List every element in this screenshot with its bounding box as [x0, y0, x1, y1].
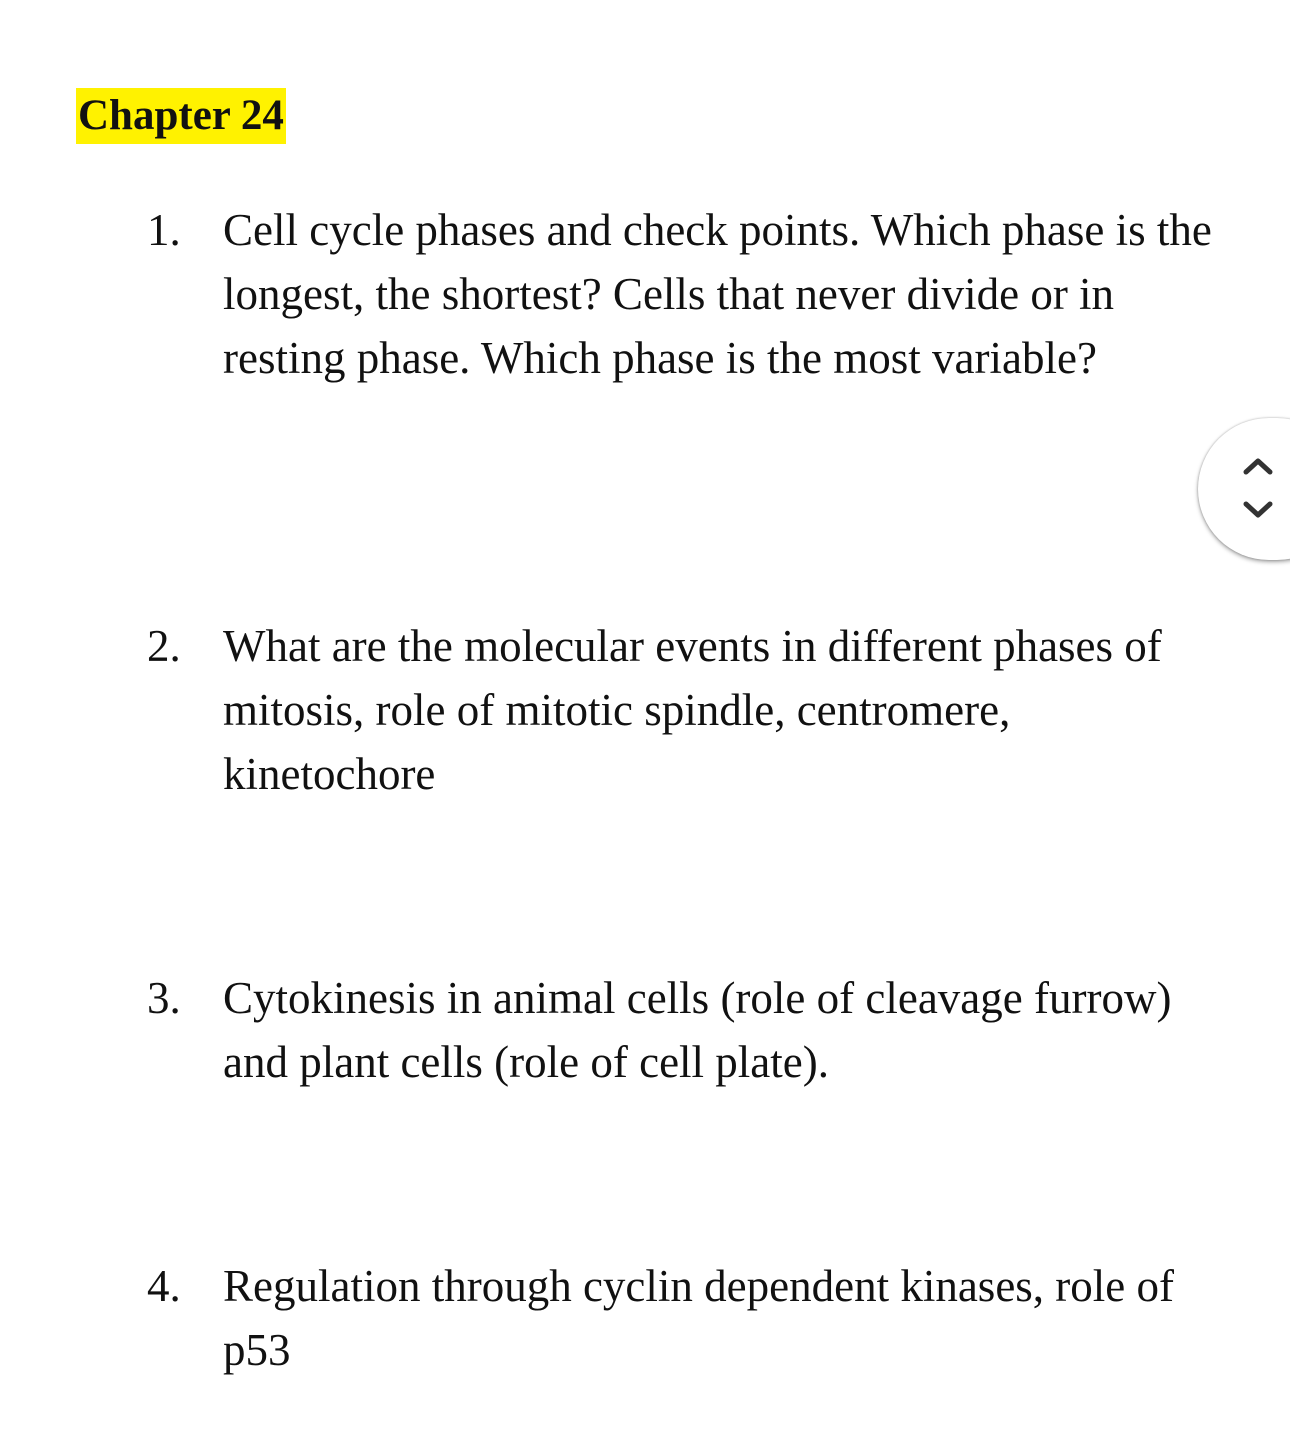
search-result-navigator — [1198, 418, 1290, 560]
question-number: 3. — [147, 973, 181, 1023]
question-text: Regulation through cyclin dependent kinases, role of p53 — [223, 1261, 1174, 1375]
question-text: What are the molecular events in different phases of mitosis, role of mitotic spindle, centromere, kinetochore — [223, 621, 1162, 799]
next-match-button[interactable] — [1238, 492, 1278, 528]
question-text: Cell cycle phases and check points. Which phase is the longest, the shortest? Cells that never divide or in resting phase. Which phase is the most variable? — [223, 205, 1212, 383]
previous-match-button[interactable] — [1238, 448, 1278, 484]
question-item-4 — [147, 1254, 1207, 1382]
question-item-3 — [147, 966, 1207, 1094]
chevron-up-icon — [1240, 454, 1276, 478]
question-item-2 — [147, 614, 1207, 806]
chapter-heading: Chapter 24 — [76, 88, 286, 144]
chevron-down-icon — [1240, 498, 1276, 522]
question-item-1 — [147, 198, 1212, 390]
question-number: 4. — [147, 1261, 181, 1311]
question-number: 2. — [147, 621, 181, 671]
question-number: 1. — [147, 205, 181, 255]
question-text: Cytokinesis in animal cells (role of cleavage furrow) and plant cells (role of cell plate). — [223, 973, 1172, 1087]
